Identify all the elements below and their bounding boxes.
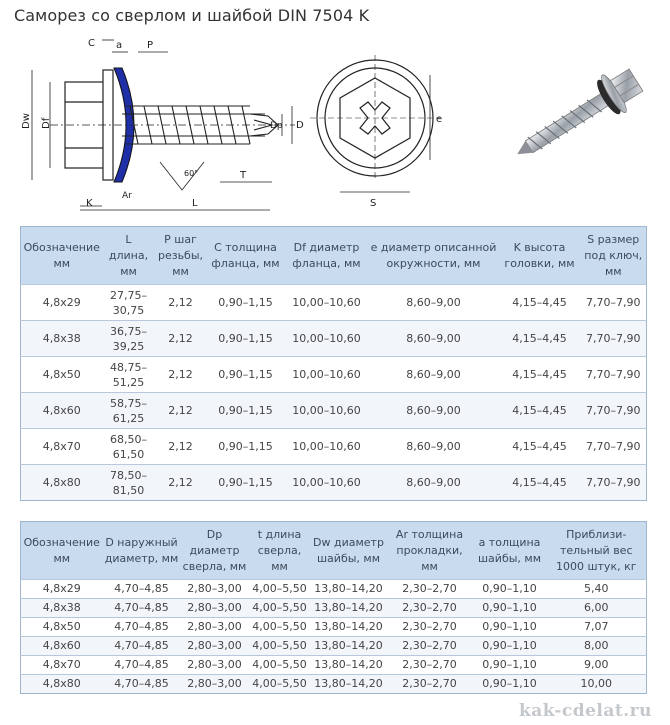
table-cell: 0,90–1,15 [207,393,285,429]
label-c: C [88,38,95,49]
table-cell: 2,30–2,70 [387,580,473,599]
table-cell: 2,80–3,00 [181,675,249,694]
label-a: a [116,40,123,51]
table-cell: 10,00–10,60 [285,321,369,357]
table-cell: 2,12 [155,285,207,321]
table-cell: 4,8х80 [21,675,103,694]
table-cell: 10,00–10,60 [285,393,369,429]
table1-header: Df диаметр фланца, мм [285,227,369,285]
table-row [21,637,647,656]
table-cell: 4,8х50 [21,618,103,637]
table-cell: 10,00 [547,675,647,694]
table1-header: L длина, мм [103,227,155,285]
screw-head-top-view [310,55,443,192]
table-cell: 4,8х70 [21,429,103,465]
table-cell: 78,50–81,50 [103,465,155,501]
table-cell: 8,60–9,00 [369,285,499,321]
label-e: e [436,114,443,125]
table-cell: 4,8х50 [21,357,103,393]
table-cell: 13,80–14,20 [311,618,387,637]
table-cell: 10,00–10,60 [285,357,369,393]
table1-header: e диаметр описанной окружности, мм [369,227,499,285]
table-cell: 58,75–61,25 [103,393,155,429]
table-cell: 4,70–4,85 [103,637,181,656]
table-cell: 4,15–4,45 [499,393,581,429]
table2-header: Приблизи-тельный вес 1000 штук, кг [547,522,647,580]
table-cell: 8,60–9,00 [369,321,499,357]
table-cell: 4,70–4,85 [103,656,181,675]
table-cell: 4,8х38 [21,321,103,357]
table-cell: 4,15–4,45 [499,429,581,465]
table-cell: 0,90–1,15 [207,321,285,357]
table-cell: 10,00–10,60 [285,285,369,321]
site-watermark: kak-cdelat.ru [518,701,652,721]
table1-header: P шаг резьбы, мм [155,227,207,285]
table-cell: 8,60–9,00 [369,429,499,465]
table-cell: 2,12 [155,429,207,465]
table-cell: 4,8х29 [21,580,103,599]
table-cell: 4,8х60 [21,393,103,429]
table-cell: 4,00–5,50 [249,618,311,637]
table1-header-row [21,227,647,285]
table-row [21,599,647,618]
table-row [21,393,647,429]
label-l: L [192,198,198,209]
table1-header: K высота головки, мм [499,227,581,285]
table-cell: 0,90–1,10 [473,618,547,637]
table2-header-row [21,522,647,580]
table-cell: 13,80–14,20 [311,656,387,675]
table1-header: C толщина фланца, мм [207,227,285,285]
table-cell: 10,00–10,60 [285,429,369,465]
table-cell: 0,90–1,10 [473,580,547,599]
table-row [21,285,647,321]
label-ar: Ar [122,191,132,201]
table-cell: 2,30–2,70 [387,618,473,637]
table-cell: 2,12 [155,393,207,429]
table-cell: 2,30–2,70 [387,637,473,656]
table-cell: 4,15–4,45 [499,285,581,321]
table-cell: 10,00–10,60 [285,465,369,501]
table-cell: 8,60–9,00 [369,357,499,393]
table-cell: 2,12 [155,465,207,501]
label-k: K [86,198,93,209]
table-cell: 7,70–7,90 [581,429,647,465]
table2-header: D наружный диаметр, мм [103,522,181,580]
table-cell: 2,80–3,00 [181,580,249,599]
table-cell: 4,00–5,50 [249,675,311,694]
table-cell: 4,00–5,50 [249,599,311,618]
table-cell: 7,70–7,90 [581,285,647,321]
table-row [21,357,647,393]
table-cell: 4,00–5,50 [249,637,311,656]
table2-header: Dp диаметр сверла, мм [181,522,249,580]
table-cell: 13,80–14,20 [311,675,387,694]
table-cell: 4,70–4,85 [103,675,181,694]
table-cell: 0,90–1,10 [473,675,547,694]
table-cell: 2,80–3,00 [181,618,249,637]
table-cell: 0,90–1,15 [207,429,285,465]
table-cell: 2,80–3,00 [181,656,249,675]
table-cell: 13,80–14,20 [311,637,387,656]
table-cell: 4,8х70 [21,656,103,675]
table-cell: 7,70–7,90 [581,357,647,393]
table-cell: 4,00–5,50 [249,580,311,599]
page-title: Саморез со сверлом и шайбой DIN 7504 K [14,6,370,25]
table-cell: 4,8х38 [21,599,103,618]
table-cell: 4,70–4,85 [103,580,181,599]
label-df: Df [41,117,52,129]
dimensions-table-2 [20,521,647,694]
table-row [21,656,647,675]
table-cell: 4,8х80 [21,465,103,501]
table-cell: 6,00 [547,599,647,618]
label-angle: 60° [184,169,199,178]
table-cell: 0,90–1,10 [473,637,547,656]
table-cell: 48,75–51,25 [103,357,155,393]
table2-header: Dw диаметр шайбы, мм [311,522,387,580]
table-cell: 4,15–4,45 [499,465,581,501]
label-dp: Dp [270,121,283,131]
table-cell: 2,80–3,00 [181,637,249,656]
table2-header: Обозначение мм [21,522,103,580]
table-cell: 5,40 [547,580,647,599]
table-cell: 4,00–5,50 [249,656,311,675]
table-row [21,675,647,694]
label-t: T [240,170,247,181]
table-cell: 0,90–1,15 [207,285,285,321]
table-cell: 7,70–7,90 [581,321,647,357]
table-cell: 4,70–4,85 [103,618,181,637]
table-cell: 2,12 [155,357,207,393]
table2-header: t длина сверла, мм [249,522,311,580]
table-cell: 0,90–1,15 [207,357,285,393]
table1-header: Обозначение мм [21,227,103,285]
table-row [21,321,647,357]
table-cell: 4,8х60 [21,637,103,656]
table-cell: 0,90–1,15 [207,465,285,501]
label-dw: Dw [21,113,32,129]
table-cell: 4,15–4,45 [499,357,581,393]
table-cell: 36,75–39,25 [103,321,155,357]
table-row [21,465,647,501]
label-d: D [296,120,304,131]
table-row [21,580,647,599]
table-cell: 13,80–14,20 [311,599,387,618]
table-cell: 0,90–1,10 [473,656,547,675]
screw-technical-drawing [10,30,480,220]
table-cell: 13,80–14,20 [311,580,387,599]
table-cell: 4,8х29 [21,285,103,321]
table-cell: 2,80–3,00 [181,599,249,618]
table-row [21,429,647,465]
table-row [21,618,647,637]
screw-product-image [500,40,660,190]
table-cell: 4,15–4,45 [499,321,581,357]
label-p: P [147,40,154,51]
table-cell: 0,90–1,10 [473,599,547,618]
table-cell: 8,60–9,00 [369,465,499,501]
label-s: S [370,198,377,209]
table2-header: a толщина шайбы, мм [473,522,547,580]
table-cell: 2,30–2,70 [387,656,473,675]
table-cell: 2,12 [155,321,207,357]
table-cell: 2,30–2,70 [387,599,473,618]
table1-header: S размер под ключ, мм [581,227,647,285]
table2-header: Ar толщина прокладки, мм [387,522,473,580]
table-cell: 27,75–30,75 [103,285,155,321]
table-cell: 7,70–7,90 [581,465,647,501]
table-cell: 2,30–2,70 [387,675,473,694]
table-cell: 7,07 [547,618,647,637]
table-cell: 7,70–7,90 [581,393,647,429]
table-cell: 9,00 [547,656,647,675]
table-cell: 8,60–9,00 [369,393,499,429]
table-cell: 8,00 [547,637,647,656]
table-cell: 4,70–4,85 [103,599,181,618]
dimensions-table-1 [20,226,647,501]
table-cell: 68,50–61,50 [103,429,155,465]
